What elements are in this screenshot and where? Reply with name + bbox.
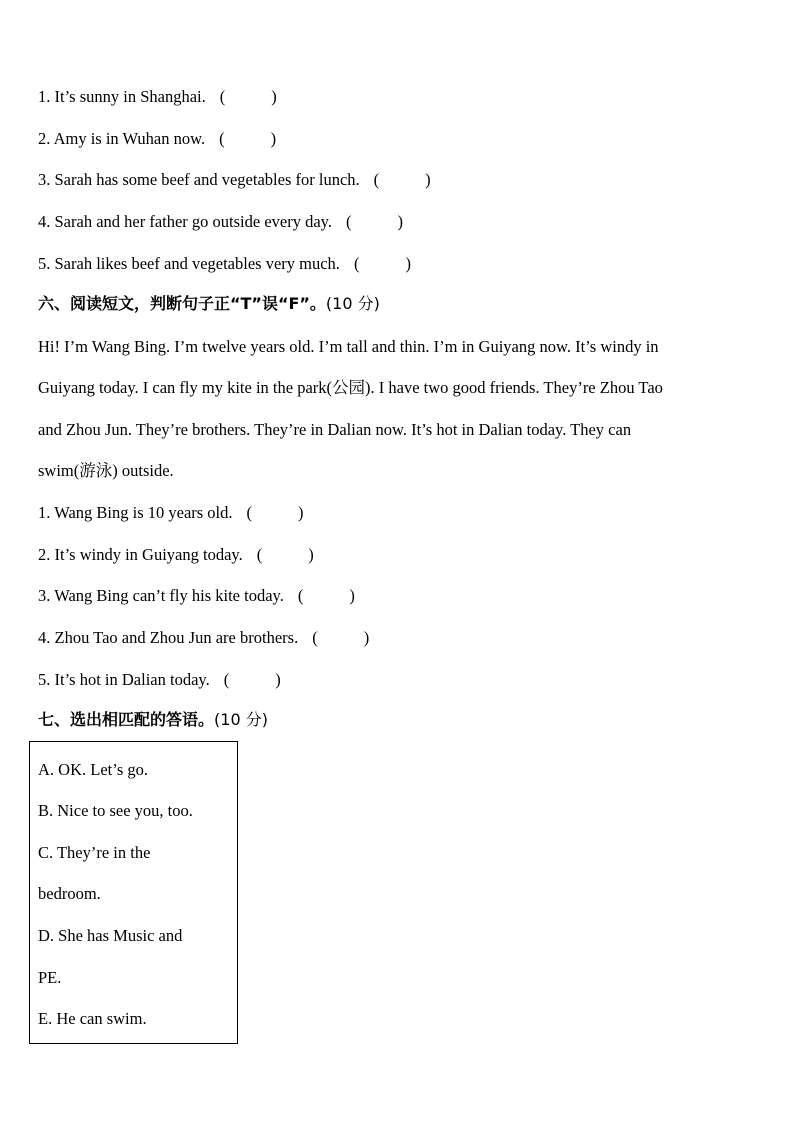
section6-score: (10 分) [325, 294, 380, 313]
passage-line: Hi! I’m Wang Bing. I’m twelve years old. I’m tall and thin. I’m in Guiyang now. It’s windy in [38, 337, 659, 356]
answer-bracket[interactable]: ( ) [373, 170, 431, 189]
s5-question-5: 5. Sarah likes beef and vegetables very much. ( ) [38, 254, 411, 273]
s5-question-1: 1. It’s sunny in Shanghai. ( ) [38, 87, 277, 106]
section7-heading: 七、选出相匹配的答语。(10 分) [38, 710, 268, 729]
answer-bracket[interactable]: ( ) [256, 545, 314, 564]
s5-question-3: 3. Sarah has some beef and vegetables for lunch. ( ) [38, 170, 431, 189]
option-d-cont: PE. [38, 968, 62, 987]
s6-question-5: 5. It’s hot in Dalian today. ( ) [38, 670, 281, 689]
option-c-cont: bedroom. [38, 884, 101, 903]
s6-question-1: 1. Wang Bing is 10 years old. ( ) [38, 503, 304, 522]
s5-question-2: 2. Amy is in Wuhan now. ( ) [38, 129, 277, 148]
s6-question-3: 3. Wang Bing can’t fly his kite today. ( ) [38, 586, 355, 605]
option-e: E. He can swim. [38, 1009, 147, 1028]
answer-bracket[interactable]: ( ) [223, 670, 281, 689]
option-c: C. They’re in the [38, 843, 151, 862]
s6-question-4: 4. Zhou Tao and Zhou Jun are brothers. ( ) [38, 628, 370, 647]
section7-score: (10 分) [214, 710, 268, 729]
answer-options-box [29, 741, 238, 1044]
passage-line: swim(游泳) outside. [38, 461, 174, 480]
answer-bracket[interactable]: ( ) [312, 628, 370, 647]
answer-bracket[interactable]: ( ) [346, 212, 403, 231]
answer-bracket[interactable]: ( ) [219, 129, 277, 148]
s5-question-4: 4. Sarah and her father go outside every day. ( ) [38, 212, 403, 231]
answer-bracket[interactable]: ( ) [219, 87, 277, 106]
option-a: A. OK. Let’s go. [38, 760, 148, 779]
answer-bracket[interactable]: ( ) [246, 503, 304, 522]
option-b: B. Nice to see you, too. [38, 801, 193, 820]
answer-bracket[interactable]: ( ) [353, 254, 411, 273]
s6-question-2: 2. It’s windy in Guiyang today. ( ) [38, 545, 314, 564]
answer-bracket[interactable]: ( ) [297, 586, 355, 605]
passage-line: and Zhou Jun. They’re brothers. They’re in Dalian now. It’s hot in Dalian today. They can [38, 420, 632, 439]
passage-line: Guiyang today. I can fly my kite in the park(公园). I have two good friends. They’re Zhou Tao [38, 378, 663, 397]
section6-heading: 六、阅读短文，判断句子正“T”误“F”。(10 分) [38, 294, 380, 313]
option-d: D. She has Music and [38, 926, 183, 945]
